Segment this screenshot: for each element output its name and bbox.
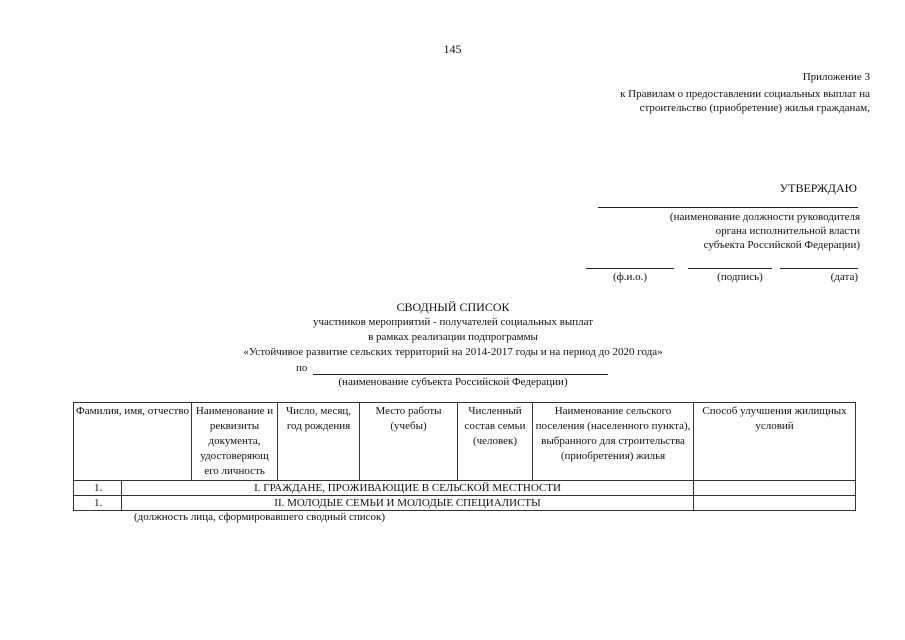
col-header-birthdate: Число, месяц, год рождения	[278, 403, 360, 481]
col-header-improvement: Способ улучшения жилищных условий	[694, 403, 856, 481]
col-header-document: Наименование и реквизиты документа, удостоверяющ его личность	[192, 403, 278, 481]
table-row	[74, 496, 856, 511]
col-header-workplace: Место работы (учебы)	[360, 403, 458, 481]
fio-line	[586, 268, 674, 269]
section-2-empty	[694, 496, 856, 511]
table-header-row	[74, 403, 856, 481]
program-name: «Устойчивое развитие сельских территорий на 2014-2017 годы и на период до 2020 года»	[243, 346, 663, 358]
position-caption-3: субъекта Российской Федерации)	[703, 238, 860, 251]
appendix-line-3: строительство (приобретение) жилья гражданам,	[639, 101, 870, 114]
page-number: 145	[443, 42, 462, 56]
heading-line-3: в рамках реализации подпрограммы	[368, 331, 538, 343]
subject-caption: (наименование субъекта Российской Федерации)	[338, 376, 568, 388]
fio-caption: (ф.и.о.)	[612, 271, 648, 283]
appendix-title: Приложение 3	[802, 71, 870, 83]
signature-line	[688, 268, 772, 269]
section-2-number: 1.	[74, 496, 122, 511]
date-caption: (дата)	[830, 271, 858, 283]
appendix-line-2: к Правилам о предоставлении социальных выплат на	[620, 87, 870, 100]
col-header-family-size: Численный состав семьи (человек)	[458, 403, 533, 481]
position-caption-1: (наименование должности руководителя	[669, 211, 860, 223]
heading-line-2: участников мероприятий - получателей социальных выплат	[312, 316, 594, 328]
section-1-empty	[694, 481, 856, 496]
summary-table	[73, 402, 856, 511]
position-caption	[560, 211, 860, 252]
po-label: по	[296, 362, 308, 374]
section-1-number: 1.	[74, 481, 122, 496]
signature-caption: (подпись)	[717, 271, 763, 283]
section-1-title: I. ГРАЖДАНЕ, ПРОЖИВАЮЩИЕ В СЕЛЬСКОЙ МЕСТНОСТИ	[122, 481, 694, 496]
position-line	[598, 207, 858, 208]
table-row	[74, 481, 856, 496]
document-title: СВОДНЫЙ СПИСОК	[396, 300, 510, 314]
col-header-fio: Фамилия, имя, отчество	[74, 403, 192, 481]
col-header-settlement: Наименование сельского поселения (населенного пункта), выбранного для строительства (приобретения) жилья	[533, 403, 694, 481]
position-caption-2: органа исполнительной власти	[715, 224, 860, 237]
approval-title: УТВЕРЖДАЮ	[779, 181, 857, 195]
section-2-title: II. МОЛОДЫЕ СЕМЬИ И МОЛОДЫЕ СПЕЦИАЛИСТЫ	[122, 496, 694, 511]
subject-line	[313, 374, 608, 375]
footer-caption: (должность лица, сформировавшего сводный список)	[134, 511, 385, 523]
date-line	[780, 268, 858, 269]
appendix-block	[470, 71, 870, 115]
